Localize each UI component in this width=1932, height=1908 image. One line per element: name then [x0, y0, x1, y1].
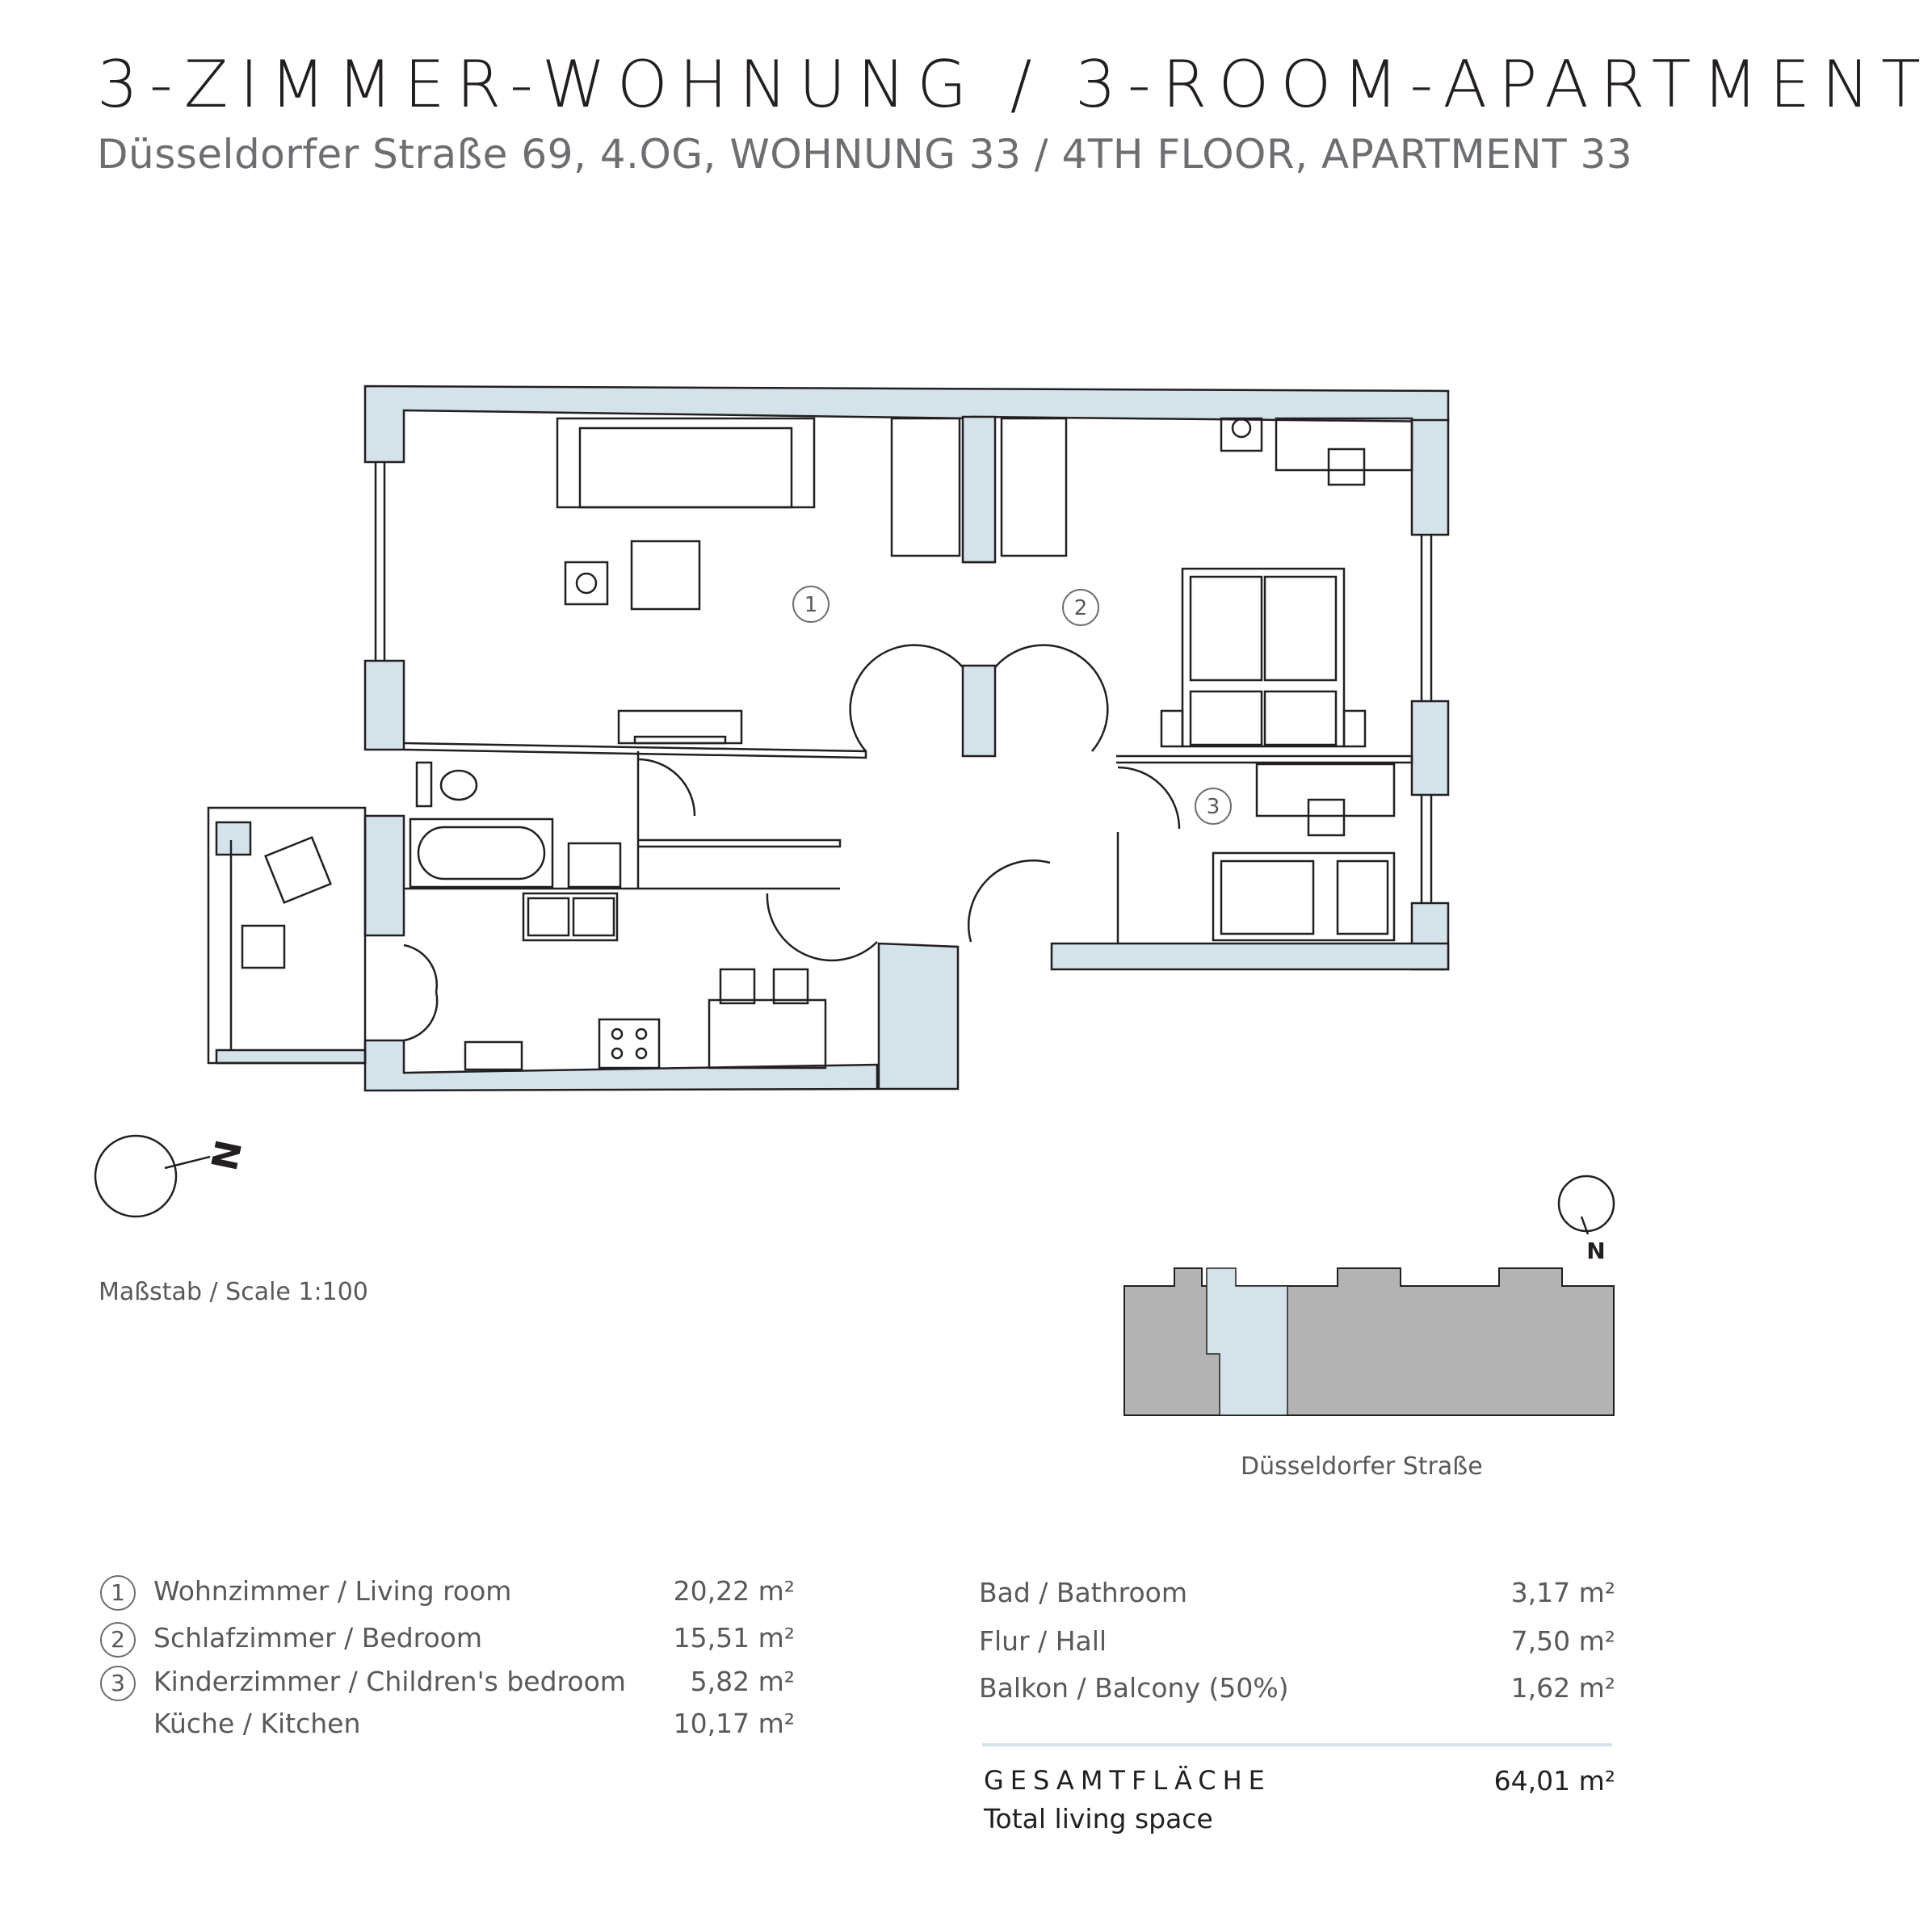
north-label: N [204, 1136, 251, 1175]
north-arrow-small-icon [1559, 1176, 1614, 1231]
legend-number-3: 3 [100, 1666, 136, 1701]
legend-area-balcony: 1,62 m² [1510, 1672, 1615, 1704]
wall-balcony-bottom [216, 1050, 365, 1063]
legend-area-bedroom: 15,51 m² [673, 1622, 795, 1654]
legend-area-childrens-bedroom: 5,82 m² [690, 1666, 795, 1697]
legend-area-bathroom: 3,17 m² [1510, 1577, 1615, 1608]
legend-area-hall: 7,50 m² [1510, 1625, 1615, 1657]
legend-area-living: 20,22 m² [673, 1575, 795, 1607]
legend-number-1: 1 [100, 1575, 136, 1611]
legend-label-living: Wohnzimmer / Living room [153, 1575, 512, 1607]
wall-top [365, 386, 1448, 462]
page-title: 3-ZIMMER-WOHNUNG / 3-ROOM-APARTMENT [97, 47, 1932, 122]
wall-right-2 [1412, 701, 1448, 795]
wall-bottom-left [365, 1040, 877, 1091]
site-plan [1124, 1176, 1614, 1415]
street-label: Düsseldorfer Straße [1241, 1452, 1483, 1481]
wall-left-lower [365, 816, 404, 935]
legend-label-balcony: Balkon / Balcony (50%) [979, 1672, 1289, 1704]
total-sublabel: Total living space [984, 1803, 1213, 1834]
wall-mid-1 [963, 417, 995, 562]
total-label: GESAMTFLÄCHE [984, 1765, 1271, 1796]
wall-left-upper [365, 661, 404, 750]
page-subtitle: Düsseldorfer Straße 69, 4.OG, WOHNUNG 33 / 4TH FLOOR, APARTMENT 33 [97, 131, 1633, 178]
legend-number-2: 2 [100, 1622, 136, 1658]
total-area: 64,01 m² [1493, 1765, 1615, 1797]
legend-label-childrens-bedroom: Kinderzimmer / Children's bedroom [153, 1666, 626, 1697]
legend-label-kitchen: Küche / Kitchen [153, 1708, 361, 1739]
north-label-small: N [1586, 1238, 1606, 1264]
total-divider [982, 1743, 1612, 1746]
wall-mid-2 [963, 666, 995, 756]
legend-label-hall: Flur / Hall [979, 1625, 1107, 1657]
legend-area-kitchen: 10,17 m² [673, 1708, 795, 1739]
room-number-3: 3 [1206, 795, 1220, 819]
legend-label-bedroom: Schlafzimmer / Bedroom [153, 1622, 483, 1654]
wall-bottom-right [1052, 943, 1448, 969]
north-arrow-icon [95, 1136, 250, 1217]
legend-label-bathroom: Bad / Bathroom [979, 1577, 1187, 1608]
room-number-2: 2 [1073, 596, 1088, 620]
room-number-1: 1 [804, 593, 818, 617]
wall-right-1 [1412, 420, 1448, 535]
wall-balcony-corner [216, 822, 250, 855]
wall-core [879, 943, 958, 1089]
scale-label: Maßstab / Scale 1:100 [99, 1278, 368, 1306]
